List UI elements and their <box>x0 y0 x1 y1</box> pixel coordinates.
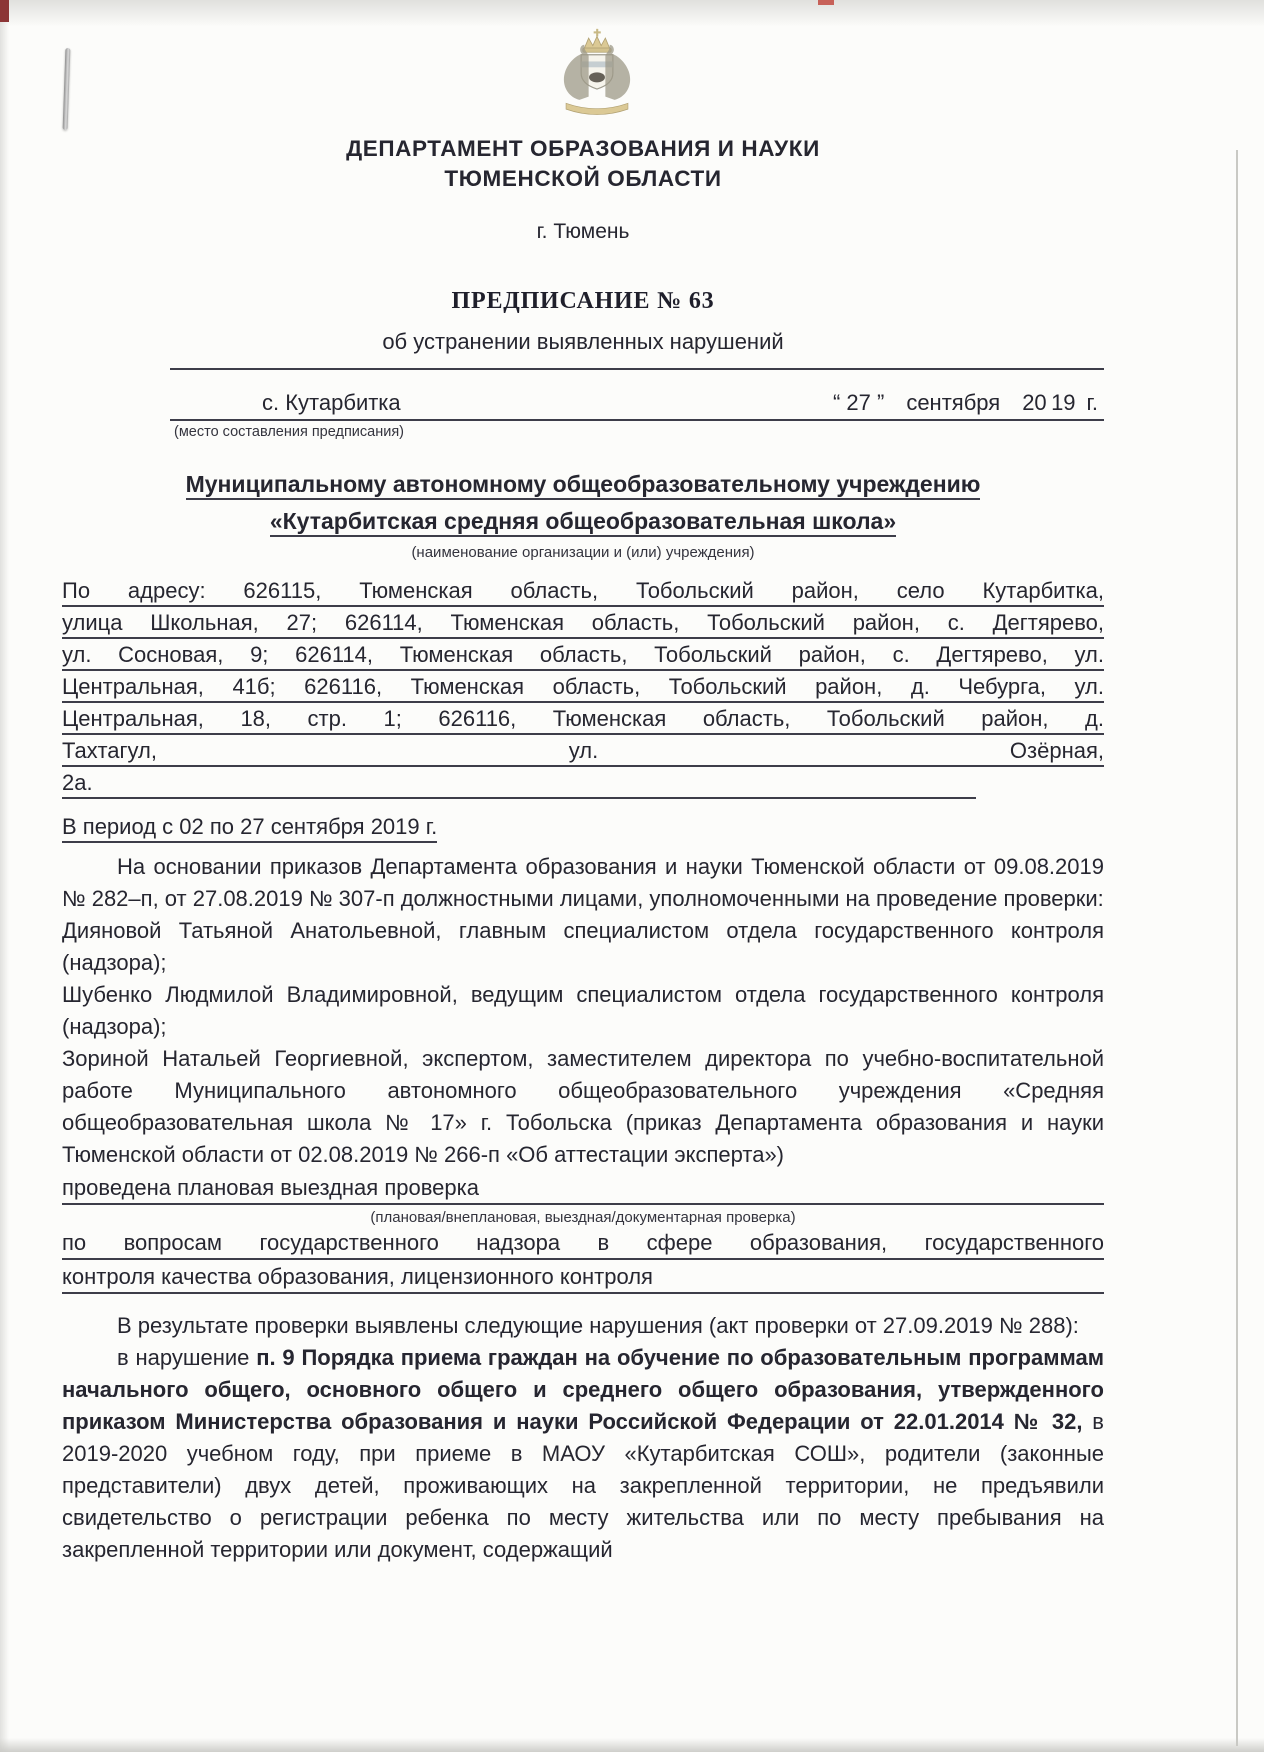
scan-artifact-red-dash <box>818 0 834 5</box>
official-paragraph: Дияновой Татьяной Анатольевной, главным специалистом отдела государственного контроля (надзора); <box>62 918 1104 975</box>
results-paragraph: В результате проверки выявлены следующие нарушения (акт проверки от 27.09.2019 № 288): <box>117 1313 1079 1338</box>
issue-place: с. Кутарбитка <box>262 390 401 415</box>
check-type-text: проведена плановая выездная проверка <box>62 1173 479 1205</box>
blank-line-fill <box>479 1173 1104 1205</box>
department-name <box>62 134 1104 194</box>
scan-artifact-red-corner <box>0 0 9 22</box>
official-paragraph: Шубенко Людмилой Владимировной, ведущим специалистом отдела государственного контроля (надзора); <box>62 982 1104 1039</box>
check-type-caption: (плановая/внеплановая, выездная/документарная проверка) <box>370 1209 796 1226</box>
scan-edge-left <box>0 0 9 1752</box>
address-line: Центральная, 41б; 626116, Тюменская область, Тобольский район, д. Чебурга, ул. <box>62 671 1104 703</box>
check-type-line <box>62 1171 1104 1205</box>
document-title: ПРЕДПИСАНИЕ № 63 <box>451 288 715 314</box>
period-line <box>62 812 1104 842</box>
address-line: Центральная, 18, стр. 1; 626116, Тюменская область, Тобольский район, д. <box>62 703 1104 735</box>
coat-of-arms-icon <box>541 28 653 120</box>
scan-edge-right <box>1236 150 1238 1746</box>
violation-bold-text: п. 9 Порядка приема граждан на обучение по образовательным программам начального общего, основного общего и среднего общего образования, утвержденного приказом Министерства образования и науки Российской Федерации от 22.01.2014 № 32, <box>62 1345 1105 1434</box>
scan-edge-top <box>0 0 1264 30</box>
check-scope-line2 <box>62 1260 1104 1294</box>
addressee-row <box>62 466 1104 503</box>
blank-line-fill <box>93 768 976 799</box>
department-name-line2: ТЮМЕНСКОЙ ОБЛАСТИ <box>444 166 722 191</box>
address-line <box>62 767 976 799</box>
department-name-line1: ДЕПАРТАМЕНТ ОБРАЗОВАНИЯ И НАУКИ <box>346 136 820 161</box>
document-content <box>62 28 1104 1566</box>
address-line: Тахтагул, ул. Озёрная, <box>62 735 1104 767</box>
scan-edge-bottom <box>0 1738 1264 1752</box>
check-scope-text: контроля качества образования, лицензионного контроля <box>62 1262 653 1294</box>
addressee-line1: Муниципальному автономному общеобразовательному учреждению <box>186 471 981 500</box>
place-date-row <box>170 370 1104 421</box>
addressee-block <box>62 466 1104 540</box>
city-line: г. Тюмень <box>536 220 630 243</box>
violation-rest: в 2019-2020 учебном году, при приеме в МАОУ «Кутарбитская СОШ», родители (законные представители) двух детей, проживающих на закрепленной территории, не предъявили свидетельство о регистрации ребенка по месту жительства или по месту пребывания на закрепленной территории или документ, содержащий <box>62 1409 1104 1562</box>
addressee-row <box>62 503 1104 540</box>
period-text: В период с 02 по 27 сентября 2019 г. <box>62 814 437 843</box>
issue-date: “ 27 ” сентября 20 19 г. <box>832 390 1098 415</box>
check-scope-line1: по вопросам государственного надзора в сфере образования, государственного <box>62 1226 1104 1260</box>
address-line: По адресу: 626115, Тюменская область, Тобольский район, село Кутарбитка, <box>62 575 1104 607</box>
blank-line-fill <box>653 1262 1104 1294</box>
addressee-caption: (наименование организации и (или) учреждения) <box>411 544 755 561</box>
place-caption: (место составления предписания) <box>174 424 405 440</box>
basis-paragraph: На основании приказов Департамента образования и науки Тюменской области от 09.08.2019 № 282–п, от 27.08.2019 № 307-п должностными лицами, уполномоченными на проведение проверки: <box>62 854 1104 911</box>
official-paragraph: Зориной Натальей Георгиевной, экспертом, заместителем директора по учебно-воспитательной работе Муниципального автономного общеобразовательного учреждения «Средняя общеобразовательная школа № 17» г. Тобольска (приказ Департамента образования и науки Тюменской области от 02.08.2019 № 266-п «Об аттестации эксперта») <box>62 1046 1104 1167</box>
address-line-text: 2а. <box>62 768 93 799</box>
address-line: ул. Сосновая, 9; 626114, Тюменская область, Тобольский район, с. Дегтярево, ул. <box>62 639 1104 671</box>
address-line: улица Школьная, 27; 626114, Тюменская область, Тобольский район, с. Дегтярево, <box>62 607 1104 639</box>
addressee-line2: «Кутарбитская средняя общеобразовательная школа» <box>270 508 896 537</box>
violation-prefix: в нарушение <box>117 1345 257 1370</box>
address-block <box>62 575 1104 799</box>
document-subtitle: об устранении выявленных нарушений <box>382 329 784 354</box>
violation-paragraph <box>62 1342 1104 1566</box>
